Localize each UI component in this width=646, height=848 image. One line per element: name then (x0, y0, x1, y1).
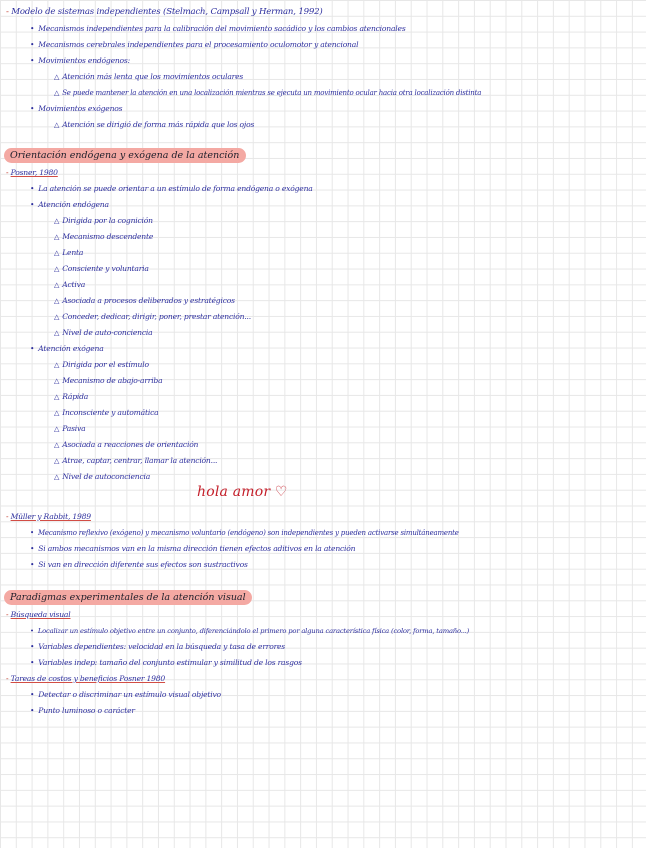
author-line: - Posner, 1980 (6, 168, 58, 177)
list-item: • Si van en dirección diferente sus efectos son sustractivos (30, 560, 248, 569)
list-item: • Atención endógena (30, 200, 109, 209)
sub-list-item: △ Inconsciente y automática (54, 408, 159, 417)
dash-marker: - (6, 7, 12, 17)
sub-list-item: △ Mecanismo de abajo-arriba (54, 376, 163, 385)
sub-list-item: △ Rápida (54, 392, 89, 401)
list-item: • Mecanismo reflexivo (exógeno) y mecanismo voluntario (endógeno) son independientes y pueden activarse simultáneamente (30, 529, 459, 537)
model-title-line (6, 5, 323, 19)
subsection-line: - Búsqueda visual (6, 610, 71, 619)
sub-list-item: △ Consciente y voluntaria (54, 264, 149, 273)
sub-list-item: △ Activa (54, 280, 86, 289)
sub-list-item: △ Dirigida por la cognición (54, 216, 153, 225)
list-item: • Atención exógena (30, 344, 104, 353)
list-item: • Variables dependientes: velocidad en la búsqueda y tasa de errores (30, 642, 285, 651)
sub-list-item: △ Atrae, captar, centrar, llamar la atención... (54, 456, 218, 465)
sub-list-item: △ Atención más lenta que los movimientos oculares (54, 72, 244, 81)
list-item: • Variables indep: tamaño del conjunto estimular y similitud de los rasgos (30, 658, 302, 667)
sub-list-item: △ Conceder, dedicar, dirigir, poner, prestar atención... (54, 312, 251, 321)
sub-list-item: △ Se puede mantener la atención en una localización mientras se ejecuta un movimiento ocular hacia otra localización distinta (54, 89, 482, 97)
list-item: • Movimientos exógenos (30, 104, 123, 113)
subsection-line: - Tareas de costos y beneficios Posner 1980 (6, 674, 166, 683)
section-heading: Orientación endógena y exógena de la atención (4, 148, 246, 163)
sub-list-item: △ Nivel de auto-conciencia (54, 328, 153, 337)
sub-list-item: △ Nivel de autoconciencia (54, 472, 151, 481)
sub-list-item: △ Asociada a reacciones de orientación (54, 440, 199, 449)
model-title: Modelo de sistemas independientes (Stelmach, Campsall y Herman, 1992) (11, 7, 323, 17)
list-item: • La atención se puede orientar a un estímulo de forma endógena o exógena (30, 184, 313, 193)
list-item: • Detectar o discriminar un estímulo visual objetivo (30, 690, 221, 699)
list-item: • Mecanismos independientes para la calibración del movimiento sacádico y los cambios atencionales (30, 24, 406, 33)
sub-list-item: △ Mecanismo descendente (54, 232, 154, 241)
sub-list-item: △ Dirigida por el estímulo (54, 360, 149, 369)
list-item: • Punto luminoso o carácter (30, 706, 135, 715)
section-heading: Paradigmas experimentales de la atención visual (4, 590, 252, 605)
sub-list-item: △ Atención se dirigió de forma más rápida que los ojos (54, 120, 255, 129)
handwritten-note: hola amor ♡ (197, 484, 288, 500)
list-item: • Si ambos mecanismos van en la misma dirección tienen efectos aditivos en la atención (30, 544, 356, 553)
sub-list-item: △ Pasiva (54, 424, 86, 433)
author-line: - Müller y Rabbit, 1989 (6, 512, 91, 521)
list-item: • Localizar un estímulo objetivo entre un conjunto, diferenciándolo el primero por alguna característica física (color, forma, tamaño...) (30, 627, 470, 635)
sub-list-item: △ Asociada a procesos deliberados y estratégicos (54, 296, 235, 305)
list-item: • Mecanismos cerebrales independientes para el procesamiento oculomotor y atencional (30, 40, 359, 49)
list-item: • Movimientos endógenos: (30, 56, 130, 65)
sub-list-item: △ Lenta (54, 248, 84, 257)
